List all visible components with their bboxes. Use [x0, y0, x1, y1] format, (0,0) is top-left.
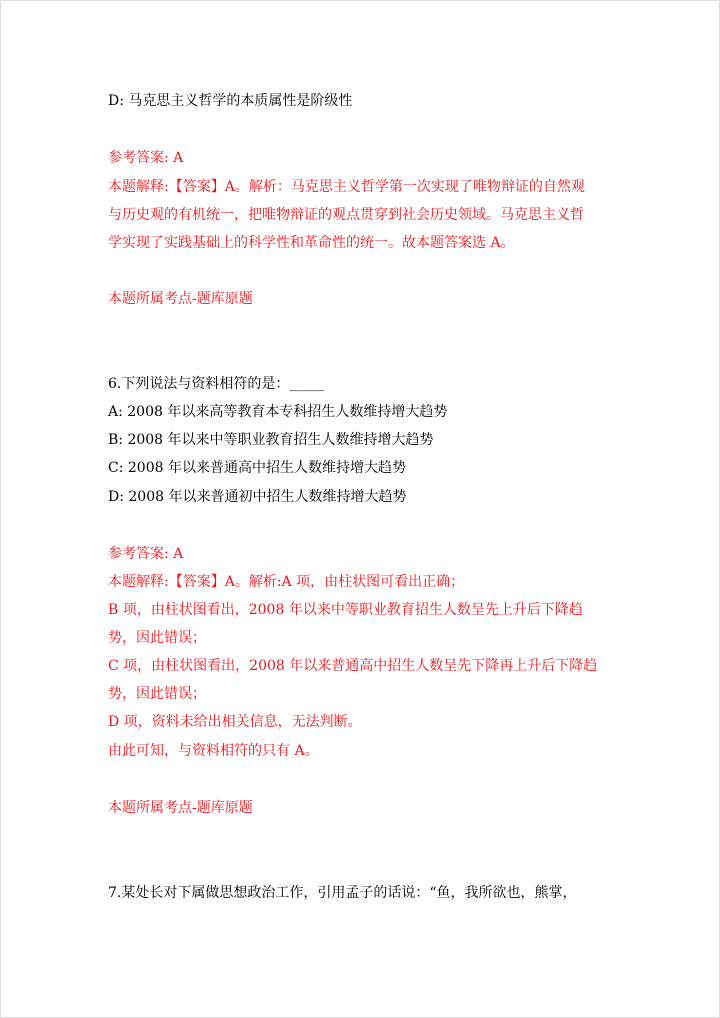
- q6-option-b: B: 2008 年以来中等职业教育招生人数维持增大趋势: [108, 432, 434, 448]
- q6-option-d: D: 2008 年以来普通初中招生人数维持增大趋势: [108, 489, 407, 505]
- q5-source: 本题所属考点-题库原题: [108, 291, 253, 307]
- q5-option-d: D: 马克思主义哲学的本质属性是阶级性: [108, 93, 353, 109]
- q6-explanation-line-5: 势，因此错误；: [108, 686, 206, 702]
- q6-explanation-line-2: B 项，由柱状图看出，2008 年以来中等职业教育招生人数呈先上升后下降趋: [108, 602, 583, 618]
- q6-source: 本题所属考点-题库原题: [108, 800, 253, 816]
- q7-question: 7.某处长对下属做思想政治工作，引用孟子的话说：“鱼，我所欲也，熊掌，: [108, 885, 577, 901]
- q6-answer: 参考答案: A: [108, 546, 184, 562]
- q6-option-c: C: 2008 年以来普通高中招生人数维持增大趋势: [108, 460, 406, 476]
- q6-explanation-line-6: D 项，资料未给出相关信息，无法判断。: [108, 714, 362, 730]
- q5-explanation-line-2: 与历史观的有机统一，把唯物辩证的观点贯穿到社会历史领域。马克思主义哲: [108, 207, 584, 223]
- q6-option-a: A: 2008 年以来高等教育本专科招生人数维持增大趋势: [108, 404, 448, 420]
- q5-explanation-line-3: 学实现了实践基础上的科学性和革命性的统一。故本题答案选 A。: [108, 235, 515, 251]
- q6-question: 6.下列说法与资料相符的是：_____: [108, 376, 325, 392]
- q5-answer: 参考答案: A: [108, 150, 184, 166]
- q6-explanation-line-3: 势，因此错误；: [108, 630, 206, 646]
- q6-explanation-line-4: C 项，由柱状图看出，2008 年以来普通高中招生人数呈先下降再上升后下降趋: [108, 658, 598, 674]
- q6-explanation-line-7: 由此可知，与资料相符的只有 A。: [108, 743, 319, 759]
- q5-explanation-line-1: 本题解释:【答案】A。解析：马克思主义哲学第一次实现了唯物辩证的自然观: [108, 179, 585, 195]
- q6-explanation-line-1: 本题解释:【答案】A。解析:A 项，由柱状图可看出正确；: [108, 574, 465, 590]
